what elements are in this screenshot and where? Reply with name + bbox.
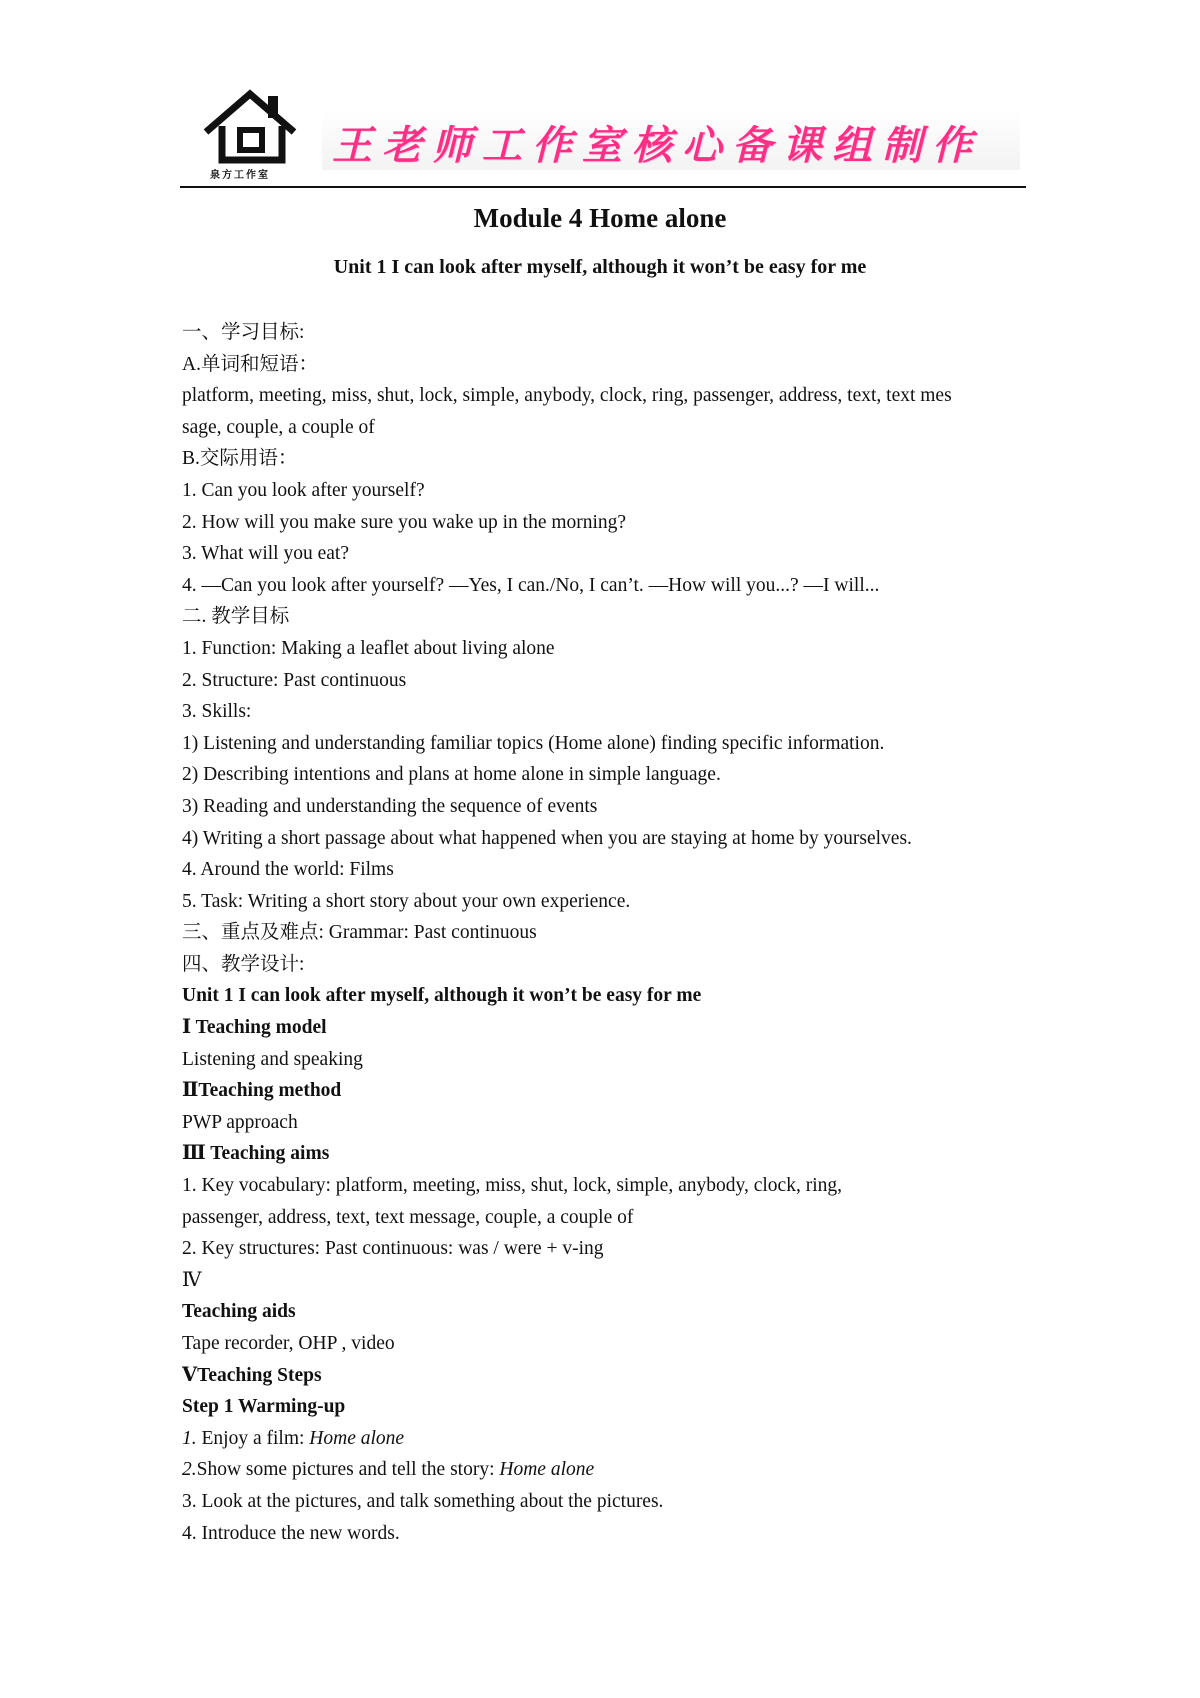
document-body <box>182 317 1027 1549</box>
item-number: 2. <box>182 1459 197 1481</box>
section-heading-design: 四、教学设计: <box>182 953 305 975</box>
vocabulary-line: sage, couple, a couple of <box>182 416 375 438</box>
heading-teaching-aids: Teaching aids <box>182 1301 296 1323</box>
list-item: 4. Introduce the new words. <box>182 1522 400 1544</box>
logo-caption: 泉方工作室 <box>210 170 270 181</box>
section-heading-learning-goals: 一、学习目标: <box>182 322 305 343</box>
list-item: 1. Function: Making a leaflet about living alone <box>182 637 555 659</box>
subheading-words-phrases: A.单词和短语： <box>182 353 318 375</box>
item-text: Show some pictures and tell the story: <box>196 1459 500 1481</box>
item-number: 1. <box>182 1427 197 1449</box>
heading-teaching-steps: ⅤTeaching Steps <box>182 1364 322 1386</box>
subheading-expressions: B.交际用语： <box>182 448 298 470</box>
list-item: passenger, address, text, text message, couple, a couple of <box>182 1206 634 1228</box>
list-item: 1) Listening and understanding familiar topics (Home alone) finding specific information. <box>182 732 885 754</box>
section-heading-teaching-goals: 二. 教学目标 <box>182 606 290 628</box>
list-item: 2. Structure: Past continuous <box>182 669 407 691</box>
teaching-method-text: PWP approach <box>182 1111 298 1133</box>
list-item: 5. Task: Writing a short story about your own experience. <box>182 890 631 912</box>
page-title: Module 4 Home alone <box>473 203 727 233</box>
header-divider <box>180 186 1026 188</box>
item-emphasis: Home alone <box>309 1427 405 1449</box>
list-item: 2) Describing intentions and plans at home alone in simple language. <box>182 764 721 786</box>
list-item: 4. —Can you look after yourself? —Yes, I can./No, I can’t. —How will you...? —I will... <box>182 574 880 596</box>
header-banner <box>322 110 1020 170</box>
section-heading-key-points: 三、重点及难点: Grammar: Past continuous <box>182 922 537 944</box>
list-item: 4) Writing a short passage about what happened when you are staying at home by yourselves. <box>182 827 912 849</box>
list-item: 2. How will you make sure you wake up in the morning? <box>182 511 627 533</box>
list-item: 4. Around the world: Films <box>182 859 394 881</box>
step-heading: Step 1 Warming-up <box>182 1396 346 1418</box>
teaching-aids-text: Tape recorder, OHP , video <box>182 1333 395 1354</box>
item-emphasis: Home alone <box>499 1459 595 1481</box>
list-item: 3. What will you eat? <box>182 543 349 565</box>
list-item: 3) Reading and understanding the sequence of events <box>182 795 598 817</box>
heading-teaching-model: Ⅰ Teaching model <box>182 1017 327 1039</box>
page-subtitle: Unit 1 I can look after myself, although it won’t be easy for me <box>333 256 867 278</box>
heading-teaching-aims: Ⅲ Teaching aims <box>182 1143 330 1165</box>
vocabulary-line: platform, meeting, miss, shut, lock, simple, anybody, clock, ring, passenger, address, text, text mes <box>182 385 952 407</box>
list-item: 1. Can you look after yourself? <box>182 479 425 501</box>
list-item: 3. Skills: <box>182 701 252 723</box>
item-text: Enjoy a film: <box>196 1427 310 1449</box>
list-item: 1. Key vocabulary: platform, meeting, miss, shut, lock, simple, anybody, clock, ring, <box>182 1175 842 1197</box>
roman-numeral-four: Ⅳ <box>182 1269 202 1291</box>
list-item <box>182 1454 1027 1486</box>
list-item: 3. Look at the pictures, and talk something about the pictures. <box>182 1490 664 1512</box>
unit-heading: Unit 1 I can look after myself, although it won’t be easy for me <box>182 985 702 1007</box>
document-header <box>180 82 1020 184</box>
banner-text: 王老师工作室核心备课组制作 <box>332 123 982 169</box>
list-item <box>182 1423 1027 1455</box>
teaching-model-text: Listening and speaking <box>182 1048 363 1070</box>
heading-teaching-method: ⅡTeaching method <box>182 1080 342 1102</box>
list-item: 2. Key structures: Past continuous: was / were + v-ing <box>182 1238 604 1260</box>
